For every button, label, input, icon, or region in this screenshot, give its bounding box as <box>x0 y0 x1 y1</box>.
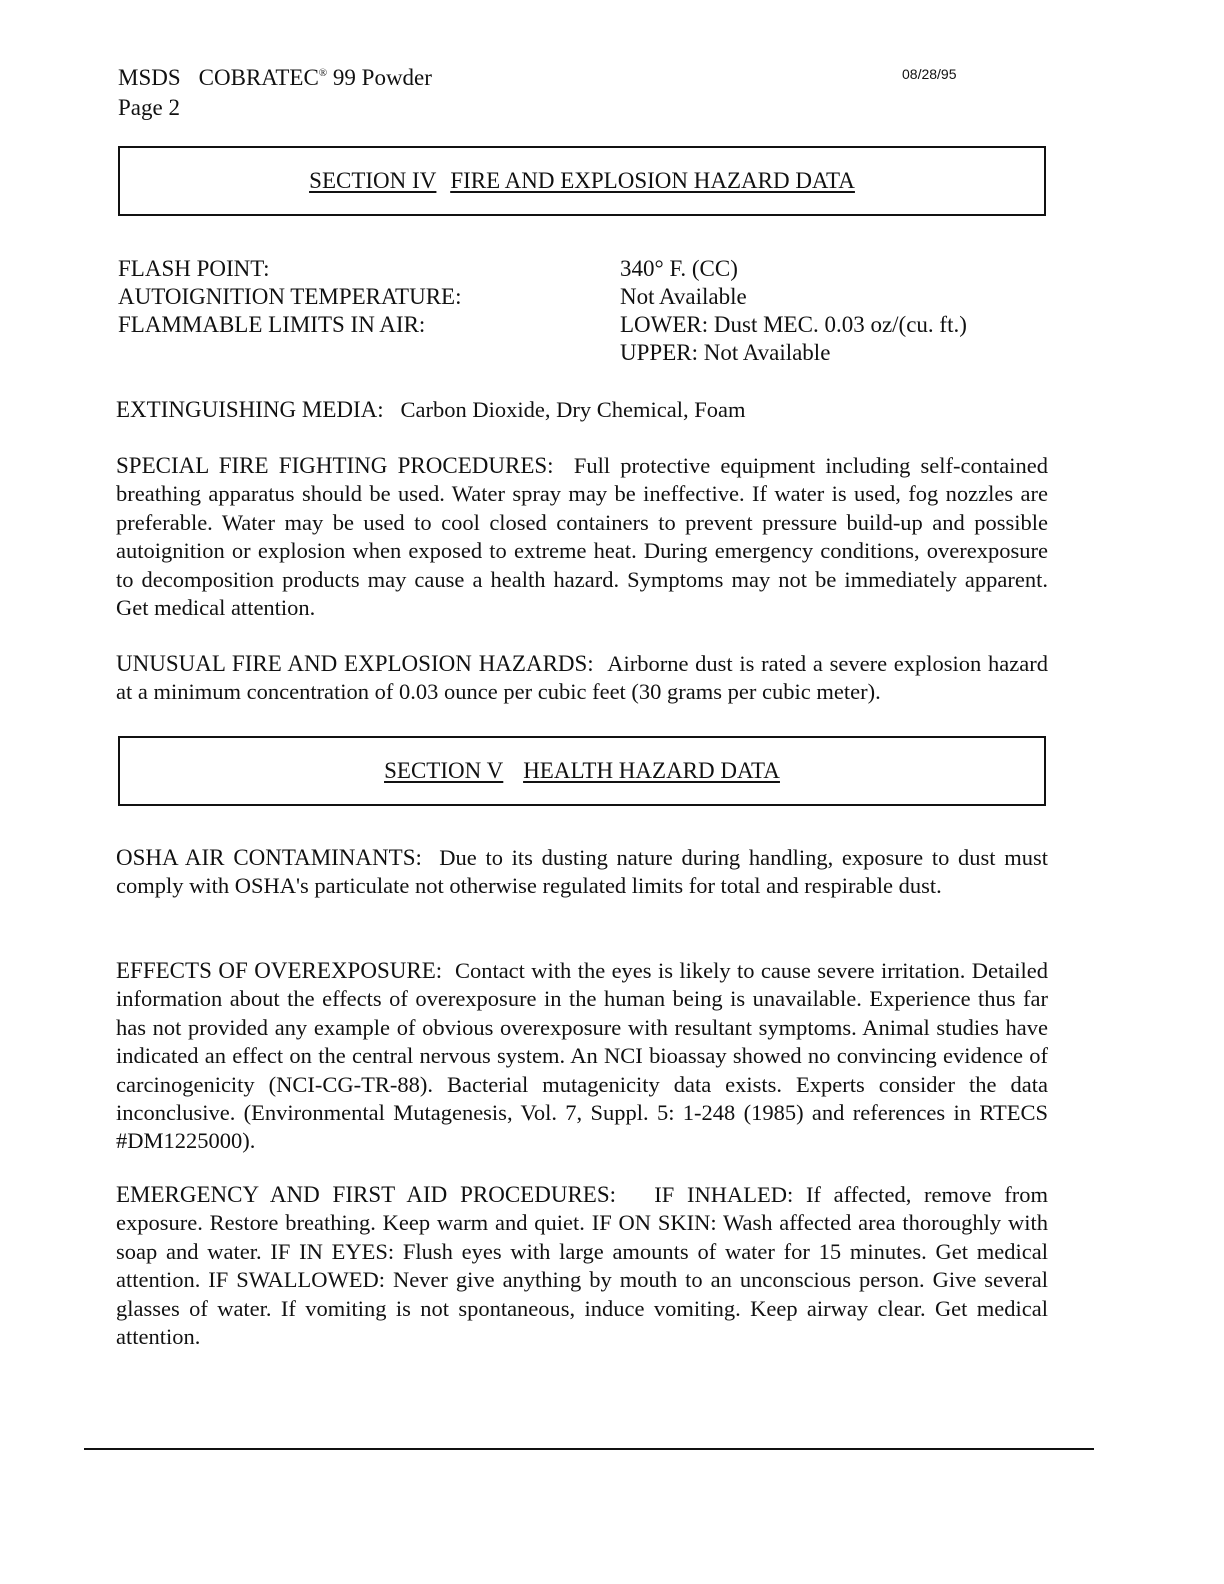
footer-divider <box>84 1448 1094 1450</box>
special-procedures-text: Full protective equipment including self-contained breathing apparatus should be used. Water spray may be ineffective. If water is used, fog nozzles are preferable. Water may be used to cool closed containers to prevent pressure build-up and possible autoignition or explosion when exposed to extreme heat. During emergency conditions, overexposure to decomposition products may cause a health hazard. Symptoms may not be immediately apparent. Get medical attention. <box>116 453 1048 621</box>
unusual-hazards-text: Airborne dust is rated a severe explosion hazard at a minimum concentration of 0.03 ounce per cubic feet (30 grams per cubic meter). <box>116 651 1048 705</box>
emergency-text: IF INHALED: If affected, remove from exposure. Restore breathing. Keep warm and quiet. IF ON SKIN: Wash affected area thoroughly with soap and water. IF IN EYES: Flush eyes with large amounts of water for 15 minutes. Get medical attention. IF SWALLOWED: Never give anything by mouth to an unconscious person. Give several glasses of water. If vomiting is not spontaneous, induce vomiting. Keep airway clear. Get medical attention. <box>116 1182 1048 1350</box>
special-procedures-label: SPECIAL FIRE FIGHTING PROCEDURES: <box>116 453 554 478</box>
doc-type: MSDS <box>118 65 181 90</box>
flammable-lower-value: LOWER: Dust MEC. 0.03 oz/(cu. ft.) <box>620 312 967 337</box>
osha-air-contaminants <box>116 844 1048 901</box>
section-5-heading: SECTION V HEALTH HAZARD DATA <box>384 758 780 783</box>
section-5-heading-box <box>118 736 1046 806</box>
autoignition-value: Not Available <box>620 284 747 309</box>
extinguishing-media-label: EXTINGUISHING MEDIA: <box>116 397 384 422</box>
unusual-hazards-label: UNUSUAL FIRE AND EXPLOSION HAZARDS: <box>116 651 594 676</box>
flash-point-label: FLASH POINT: <box>118 256 270 281</box>
section-4-heading: SECTION IV FIRE AND EXPLOSION HAZARD DATA <box>309 168 855 193</box>
document-date: 08/28/95 <box>902 66 957 82</box>
emergency-first-aid-procedures <box>116 1181 1048 1351</box>
page-number: Page 2 <box>118 95 180 120</box>
product-name: COBRATEC® 99 Powder <box>198 65 432 90</box>
page-header <box>118 58 432 123</box>
effects-of-overexposure <box>116 957 1048 1156</box>
extinguishing-media-value: Carbon Dioxide, Dry Chemical, Foam <box>400 397 746 422</box>
registered-mark: ® <box>318 67 328 79</box>
flammable-upper-value: UPPER: Not Available <box>620 340 831 365</box>
effects-text: Contact with the eyes is likely to cause severe irritation. Detailed information about the effects of overexposure in the human being is unavailable. Experience thus far has not provided any example of obvious overexposure with resultant symptoms. Animal studies have indicated an effect on the central nervous system. An NCI bioassay showed no convincing evidence of carcinogenicity (NCI-CG-TR-88). Bacterial mutagenicity data exists. Experts consider the data inconclusive. (Environmental Mutagenesis, Vol. 7, Suppl. 5: 1-248 (1985) and references in RTECS #DM1225000). <box>116 958 1048 1154</box>
autoignition-label: AUTOIGNITION TEMPERATURE: <box>118 284 462 309</box>
flash-point-value: 340° F. (CC) <box>620 256 738 281</box>
section-4-heading-box <box>118 146 1046 216</box>
special-fire-fighting-procedures <box>116 452 1048 622</box>
extinguishing-media <box>116 396 1048 424</box>
unusual-fire-explosion-hazards <box>116 650 1048 707</box>
emergency-label: EMERGENCY AND FIRST AID PROCEDURES: <box>116 1182 617 1207</box>
osha-label: OSHA AIR CONTAMINANTS: <box>116 845 422 870</box>
osha-text: Due to its dusting nature during handling, exposure to dust must comply with OSHA's particulate not otherwise regulated limits for total and respirable dust. <box>116 845 1048 899</box>
effects-label: EFFECTS OF OVEREXPOSURE: <box>116 958 443 983</box>
flammable-limits-label: FLAMMABLE LIMITS IN AIR: <box>118 312 426 337</box>
